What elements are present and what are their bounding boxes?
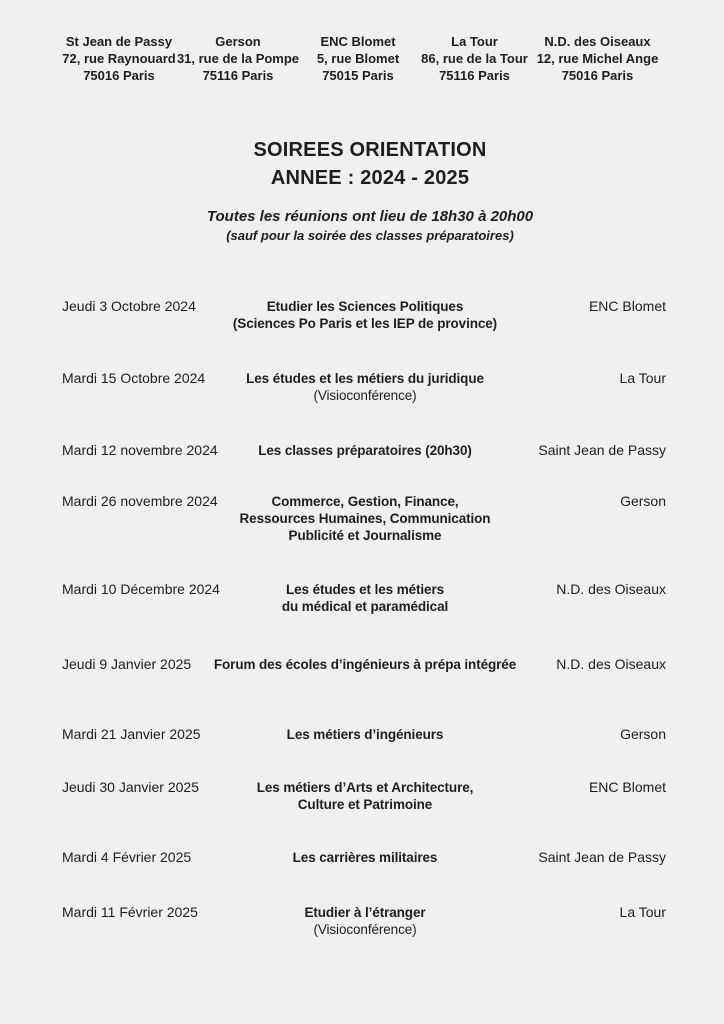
school-city: 75116 Paris [202,68,274,83]
school-address: 86, rue de la Tour [421,51,528,66]
school-address: 12, rue Michel Ange [536,51,659,66]
title-line-2: ANNEE : 2024 - 2025 [270,167,470,189]
event-location: ENC Blomet [588,779,666,795]
event-location: La Tour [619,904,666,920]
event-date: Mardi 4 Février 2025 [62,849,192,865]
event-date: Mardi 10 Décembre 2024 [62,581,220,597]
event-date: Mardi 21 Janvier 2025 [62,726,201,742]
event-line: Les études et les métiers [285,582,445,597]
event-line: Etudier les Sciences Politiques [266,299,464,314]
event-line: Les études et les métiers du juridique [246,371,484,386]
event-date: Jeudi 9 Janvier 2025 [62,656,192,672]
event-line: (Visioconférence) [313,388,417,403]
event-line: du médical et paramédical [281,599,449,614]
event-date: Jeudi 3 Octobre 2024 [62,298,196,314]
event-location: Gerson [620,726,666,742]
school-address: 31, rue de la Pompe [176,51,300,66]
event-line: Etudier à l’étranger [304,905,426,920]
event-date: Mardi 15 Octobre 2024 [62,370,206,386]
school-name: ENC Blomet [320,34,396,49]
title-line-1: SOIREES ORIENTATION [253,139,487,161]
event-location: Saint Jean de Passy [538,849,666,865]
subtitle-note: (sauf pour la soirée des classes préparatoires) [226,228,514,243]
event-date: Mardi 26 novembre 2024 [62,493,218,509]
event-line: Culture et Patrimoine [297,797,433,812]
event-line: (Visioconférence) [313,922,417,937]
event-line: (Sciences Po Paris et les IEP de province) [232,316,498,331]
event-date: Jeudi 30 Janvier 2025 [62,779,199,795]
school-city: 75116 Paris [439,68,510,83]
event-line: Les classes préparatoires (20h30) [258,443,472,458]
event-line: Les métiers d’Arts et Architecture, [256,780,474,795]
event-location: ENC Blomet [588,298,666,314]
school-name: N.D. des Oiseaux [544,34,651,49]
event-location: Saint Jean de Passy [538,442,666,458]
event-date: Mardi 11 Février 2025 [62,904,198,920]
school-name: Gerson [215,34,261,49]
event-location: La Tour [619,370,666,386]
event-line: Commerce, Gestion, Finance, [271,494,459,509]
school-address: 5, rue Blomet [316,51,400,66]
school-city: 75016 Paris [561,68,634,83]
event-location: N.D. des Oiseaux [556,581,666,597]
school-name: St Jean de Passy [65,34,173,49]
subtitle: Toutes les réunions ont lieu de 18h30 à 20h00 [206,208,534,225]
event-line: Publicité et Journalisme [288,528,442,543]
school-name: La Tour [451,34,498,49]
event-line: Les carrières militaires [292,850,438,865]
event-line: Les métiers d’ingénieurs [286,727,444,742]
school-city: 75016 Paris [83,68,155,83]
event-location: Gerson [620,493,666,509]
event-line: Ressources Humaines, Communication [239,511,491,526]
event-date: Mardi 12 novembre 2024 [62,442,218,458]
event-location: N.D. des Oiseaux [556,656,666,672]
event-line: Forum des écoles d’ingénieurs à prépa intégrée [213,657,517,672]
school-address: 72, rue Raynouard [62,51,176,66]
school-city: 75015 Paris [322,68,394,83]
